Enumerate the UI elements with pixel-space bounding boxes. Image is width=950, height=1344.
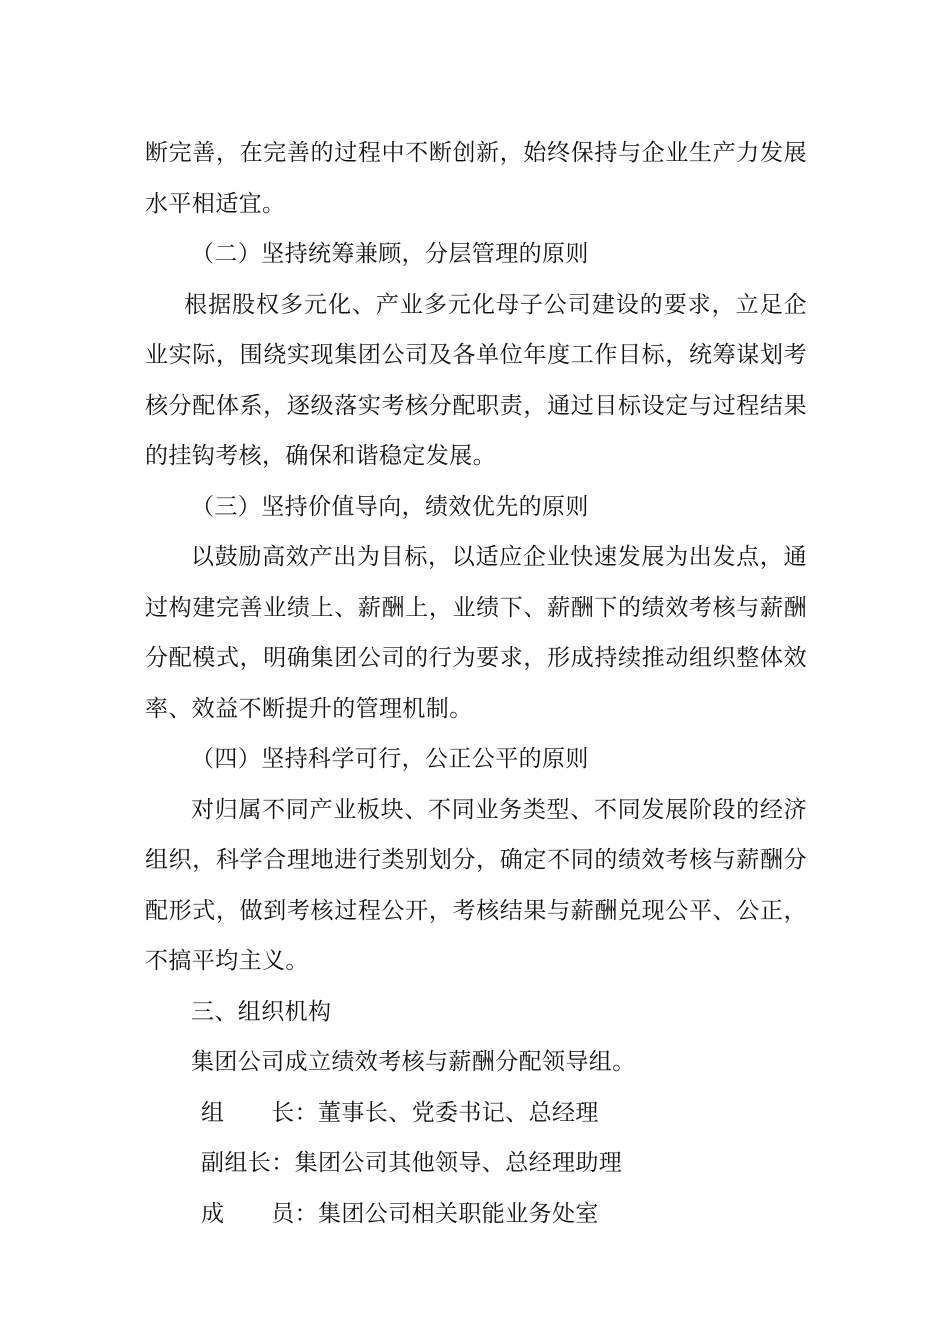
heading-principle-3: （三）坚持价值导向，绩效优先的原则 [191, 493, 589, 520]
role-line-leader [145, 1088, 807, 1139]
paragraph-continuation: 断完善，在完善的过程中不断创新，始终保持与企业生产力发展水平相适宜。 [145, 140, 807, 217]
paragraph-principle-4: 对归属不同产业板块、不同业务类型、不同发展阶段的经济组织，科学合理地进行类别划分，确定不同的绩效考核与薪酬分配形式，做到考核过程公开，考核结果与薪酬兑现公平、公正，不搞平均主义。 [145, 796, 807, 974]
role-value-members: 集团公司相关职能业务处室 [318, 1200, 599, 1227]
document-body [145, 128, 807, 1239]
role-value-leader: 董事长、党委书记、总经理 [318, 1099, 599, 1126]
section-heading-organization: 三、组织机构 [191, 998, 332, 1025]
role-line-deputy [145, 1138, 807, 1189]
role-key-members: 成 员： [201, 1200, 318, 1227]
paragraph-principle-2: 根据股权多元化、产业多元化母子公司建设的要求，立足企业实际，围绕实现集团公司及各单位年度工作目标，统筹谋划考核分配体系，逐级落实考核分配职责，通过目标设定与过程结果的挂钩考核，确保和谐稳定发展。 [145, 291, 807, 469]
role-line-members [145, 1189, 807, 1240]
role-key-leader: 组 长： [201, 1099, 318, 1126]
role-key-deputy: 副组长： [201, 1150, 295, 1176]
paragraph-leading-group: 集团公司成立绩效考核与薪酬分配领导组。 [191, 1049, 636, 1075]
role-value-deputy: 集团公司其他领导、总经理助理 [294, 1150, 623, 1176]
paragraph-principle-3: 以鼓励高效产出为目标，以适应企业快速发展为出发点，通过构建完善业绩上、薪酬上，业绩下、薪酬下的绩效考核与薪酬分配模式，明确集团公司的行为要求，形成持续推动组织整体效率、效益不断提升的管理机制。 [145, 544, 807, 722]
heading-principle-2: （二）坚持统筹兼顾，分层管理的原则 [191, 241, 589, 267]
heading-principle-4: （四）坚持科学可行，公正公平的原则 [191, 746, 589, 772]
